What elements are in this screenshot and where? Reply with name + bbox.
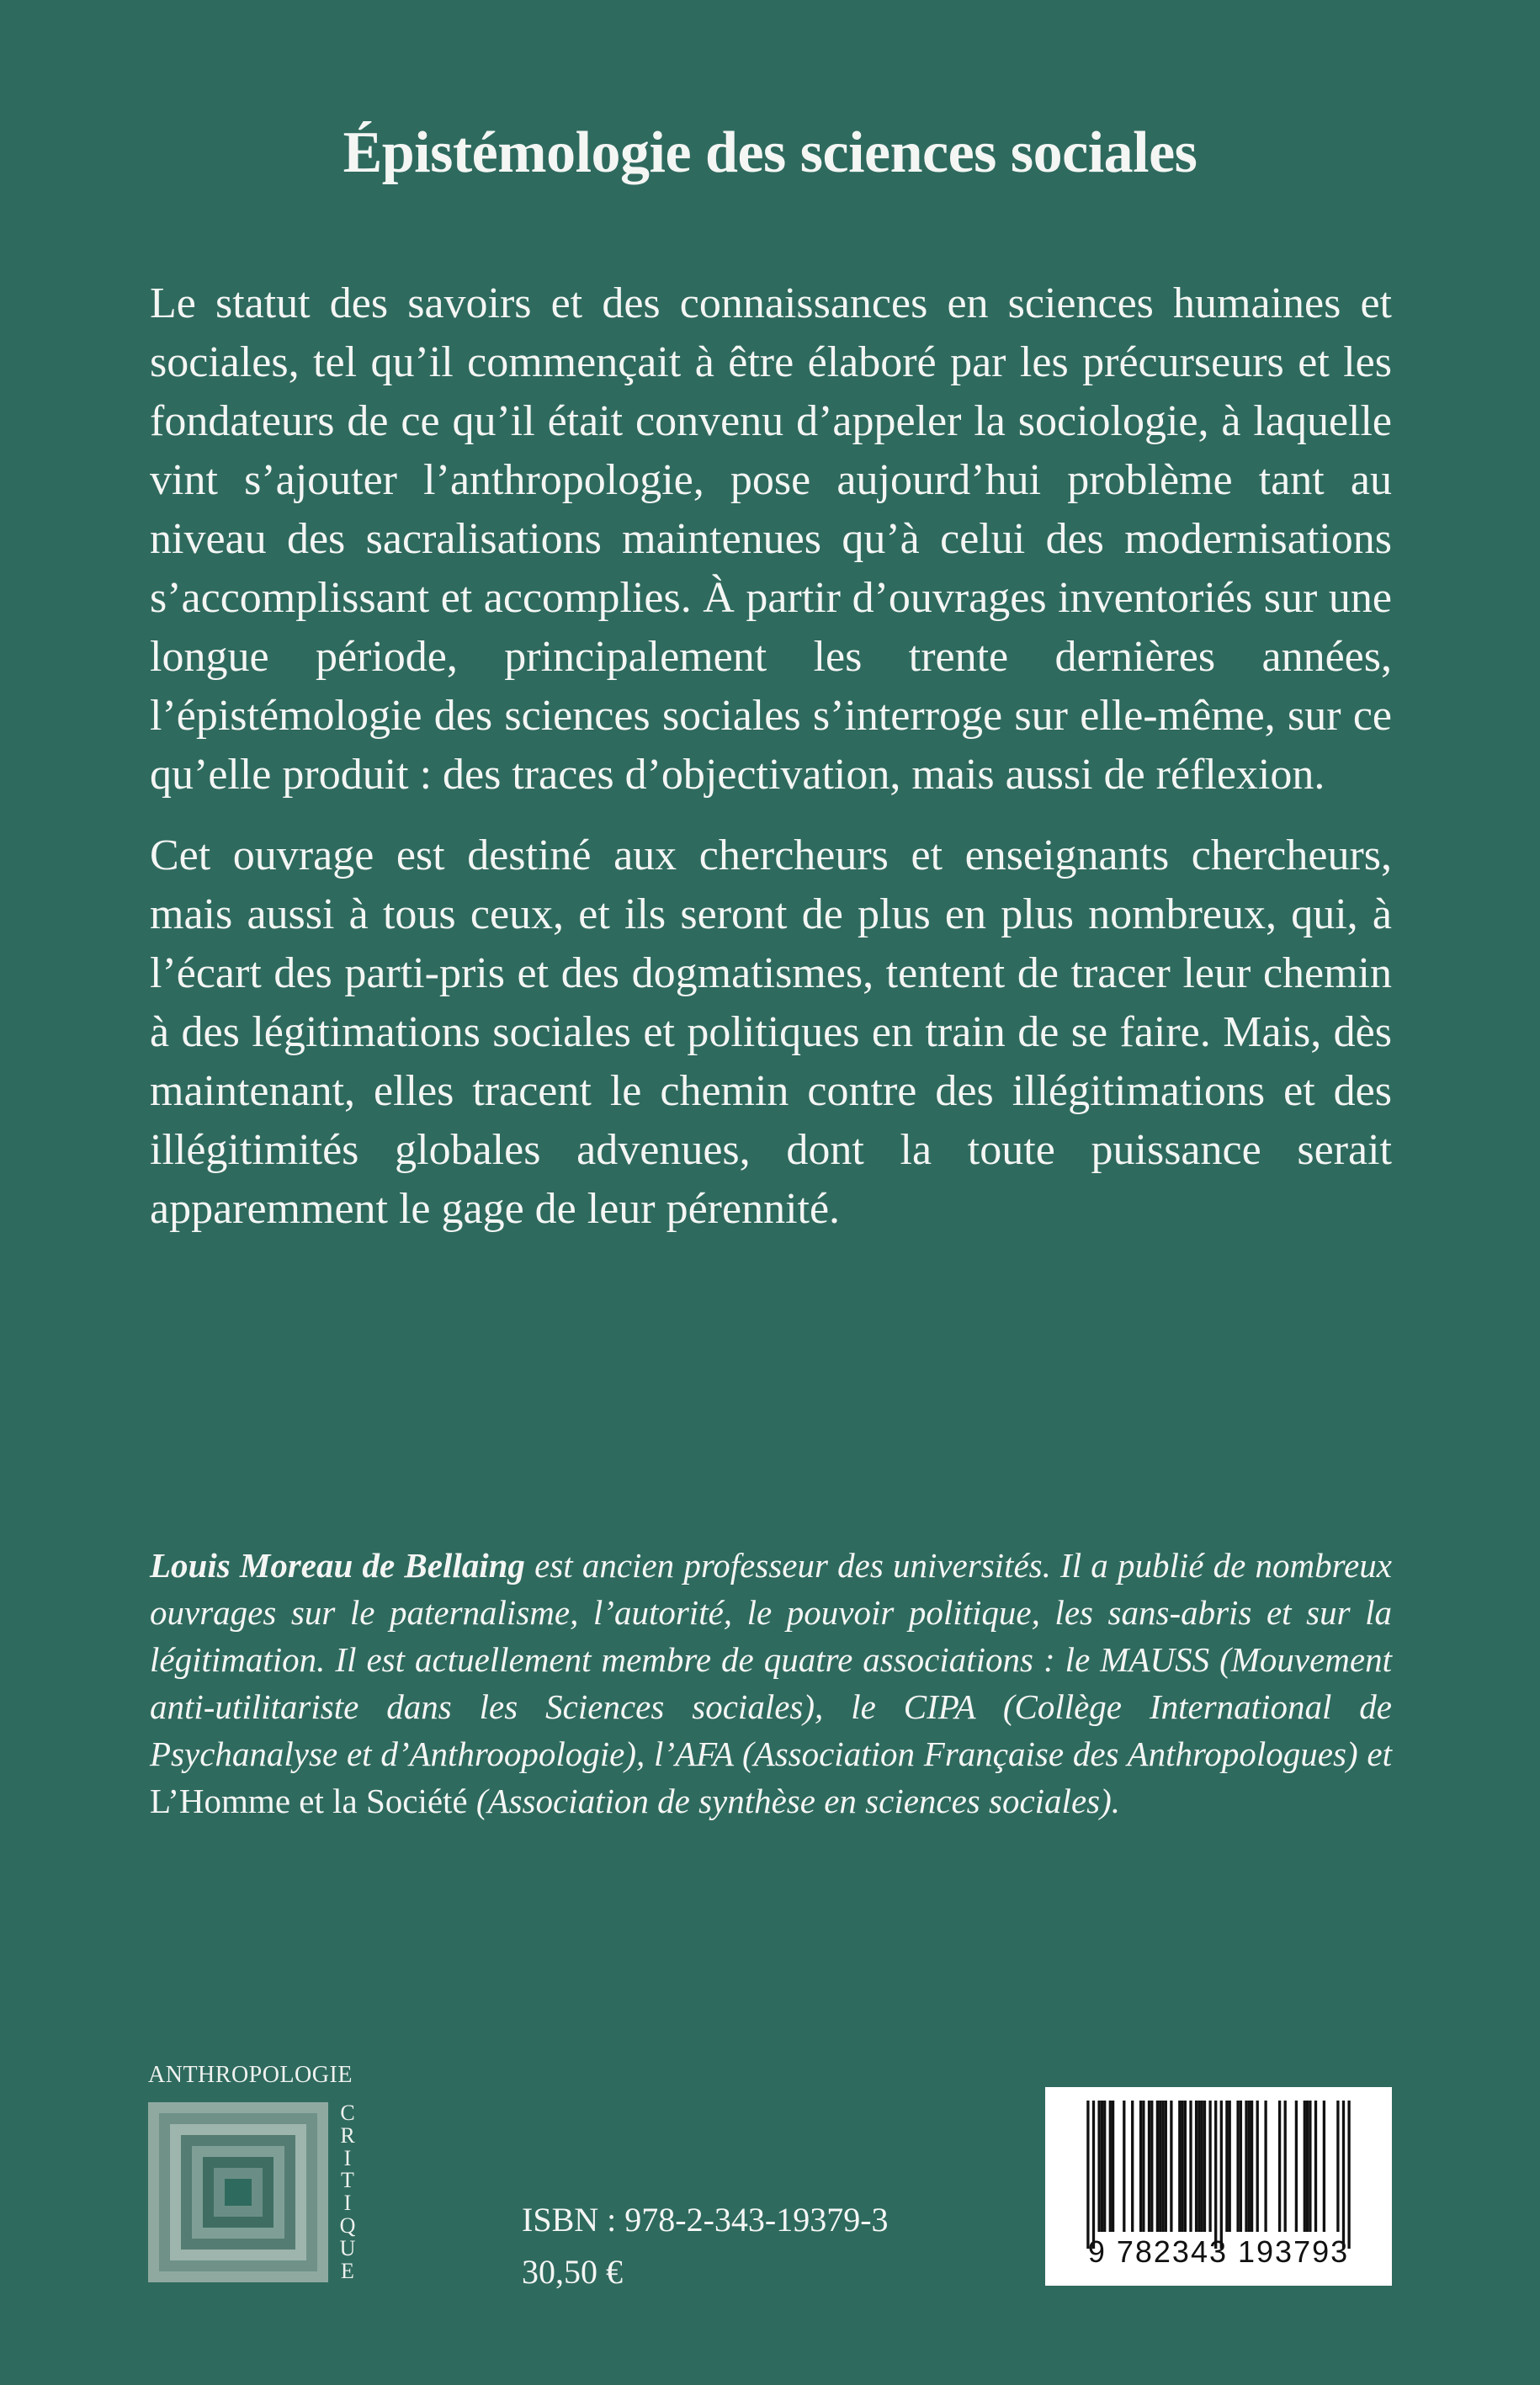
barcode-bar bbox=[1278, 2101, 1281, 2232]
isbn: ISBN : 978-2-343-19379-3 bbox=[522, 2201, 889, 2239]
barcode bbox=[1045, 2087, 1392, 2286]
barcode-bar bbox=[1284, 2101, 1287, 2232]
barcode-bar bbox=[1245, 2101, 1247, 2232]
barcode-bar bbox=[1184, 2101, 1187, 2232]
barcode-bar bbox=[1156, 2101, 1159, 2232]
collection-label: ANTHROPOLOGIE bbox=[148, 2062, 353, 2088]
barcode-bar bbox=[1225, 2101, 1228, 2232]
vertical-letter: R bbox=[340, 2122, 355, 2148]
author-bio-text-2: (Association de synthèse en sciences sociales). bbox=[467, 1782, 1120, 1820]
barcode-bar bbox=[1142, 2101, 1144, 2232]
barcode-bar bbox=[1123, 2101, 1125, 2232]
barcode-bar bbox=[1304, 2101, 1306, 2232]
barcode-bar bbox=[1189, 2101, 1192, 2232]
barcode-bar bbox=[1112, 2101, 1114, 2232]
price: 30,50 € bbox=[522, 2253, 623, 2291]
barcode-bar bbox=[1264, 2101, 1267, 2232]
barcode-bar bbox=[1086, 2101, 1089, 2249]
barcode-bar bbox=[1248, 2101, 1251, 2232]
barcode-bar bbox=[1336, 2101, 1339, 2232]
barcode-bar bbox=[1236, 2101, 1239, 2232]
barcode-bar bbox=[1178, 2101, 1181, 2232]
vertical-letter: C bbox=[340, 2101, 355, 2125]
barcode-bar bbox=[1342, 2101, 1345, 2249]
barcode-bar bbox=[1101, 2101, 1103, 2232]
barcode-bar bbox=[1214, 2101, 1217, 2249]
barcode-bar bbox=[1240, 2101, 1242, 2232]
author-bio-upright-name: L’Homme et la Société bbox=[150, 1782, 468, 1820]
author-bio bbox=[150, 1542, 1392, 1825]
vertical-letter: I bbox=[343, 2191, 352, 2216]
barcode-bar bbox=[1131, 2101, 1134, 2232]
barcode-bar bbox=[1161, 2101, 1164, 2232]
barcode-bar bbox=[1197, 2101, 1200, 2232]
barcode-bar bbox=[1148, 2101, 1150, 2232]
barcode-bar bbox=[1295, 2101, 1298, 2232]
barcode-bar bbox=[1170, 2101, 1172, 2232]
barcode-bar bbox=[1092, 2101, 1095, 2249]
barcode-bar bbox=[1165, 2101, 1167, 2232]
barcode-bar bbox=[1150, 2101, 1153, 2232]
vertical-letter: T bbox=[341, 2168, 354, 2193]
barcode-bar bbox=[1220, 2101, 1223, 2249]
barcode-bar bbox=[1309, 2101, 1311, 2232]
barcode-bar bbox=[1109, 2101, 1112, 2232]
author-name: Louis Moreau de Bellaing bbox=[150, 1546, 525, 1585]
collection-vertical-word bbox=[335, 2102, 360, 2282]
barcode-bar bbox=[1323, 2101, 1325, 2232]
barcode-bar bbox=[1159, 2101, 1161, 2232]
barcode-bar bbox=[1201, 2101, 1203, 2232]
vertical-letter: E bbox=[341, 2258, 354, 2283]
barcode-bar bbox=[1347, 2101, 1350, 2249]
barcode-bar bbox=[1097, 2101, 1100, 2232]
barcode-bar bbox=[1229, 2101, 1231, 2232]
logo-square bbox=[225, 2179, 252, 2206]
vertical-letter: Q bbox=[339, 2212, 356, 2238]
collection-logo bbox=[148, 2102, 328, 2282]
barcode-bar bbox=[1208, 2101, 1211, 2232]
vertical-letter: U bbox=[339, 2235, 356, 2260]
barcode-bar bbox=[1306, 2101, 1309, 2232]
summary bbox=[150, 274, 1392, 1261]
barcode-bar bbox=[1256, 2101, 1259, 2232]
summary-paragraph-2: Cet ouvrage est destiné aux chercheurs et enseignants chercheurs, mais aussi à tous ceux, et ils seront de plus en plus nombreux, qui, à l’écart des parti-pris et des dogmatismes, tentent de tracer leur chemin à des légitimations sociales et politiques en train de se faire. Mais, dès maintenant, elles tracent le chemin contre des illégitimations et des illégitimités globales advenues, dont la toute puissance serait apparemment le gage de leur pérennité. bbox=[150, 831, 1392, 1233]
barcode-bar bbox=[1103, 2101, 1106, 2232]
barcode-bar bbox=[1195, 2101, 1197, 2232]
barcode-bar bbox=[1181, 2101, 1183, 2232]
book-title: Épistémologie des sciences sociales bbox=[343, 120, 1197, 185]
summary-paragraph-1: Le statut des savoirs et des connaissances en sciences humaines et sociales, tel qu’il commençait à être élaboré par les précurseurs et les fondateurs de ce qu’il était convenu d’appeler la sociologie, à laquelle vint s’ajouter l’anthropologie, pose aujourd’hui problème tant au niveau des sacralisations maintenues qu’à celui des modernisations s’accomplissant et accomplies. À partir d’ouvrages inventoriés sur une longue période, principalement les trente dernières années, l’épistémologie des sciences sociales s’interroge sur elle-même, sur ce qu’elle produit : des traces d’objectivation, mais aussi de réflexion. bbox=[150, 279, 1392, 799]
barcode-bar bbox=[1314, 2101, 1317, 2232]
vertical-letter: I bbox=[343, 2145, 352, 2170]
barcode-bar bbox=[1139, 2101, 1142, 2232]
barcode-bar bbox=[1203, 2101, 1206, 2232]
barcode-bar bbox=[1251, 2101, 1253, 2232]
author-bio-text-1: est ancien professeur des universités. Il a publié de nombreux ouvrages sur le paternalisme, l’autorité, le pouvoir politique, les sans-abris et sur la légitimation. Il est actuellement membre de quatre associations : le MAUSS (Mouvement anti-utilitariste dans les Sciences sociales), le CIPA (Collège International de Psychanalyse et d’Anthroopologie), l’AFA (Association Française des Anthropologues) et bbox=[150, 1546, 1392, 1773]
barcode-digits: 9 782343 193793 bbox=[1087, 2234, 1350, 2269]
